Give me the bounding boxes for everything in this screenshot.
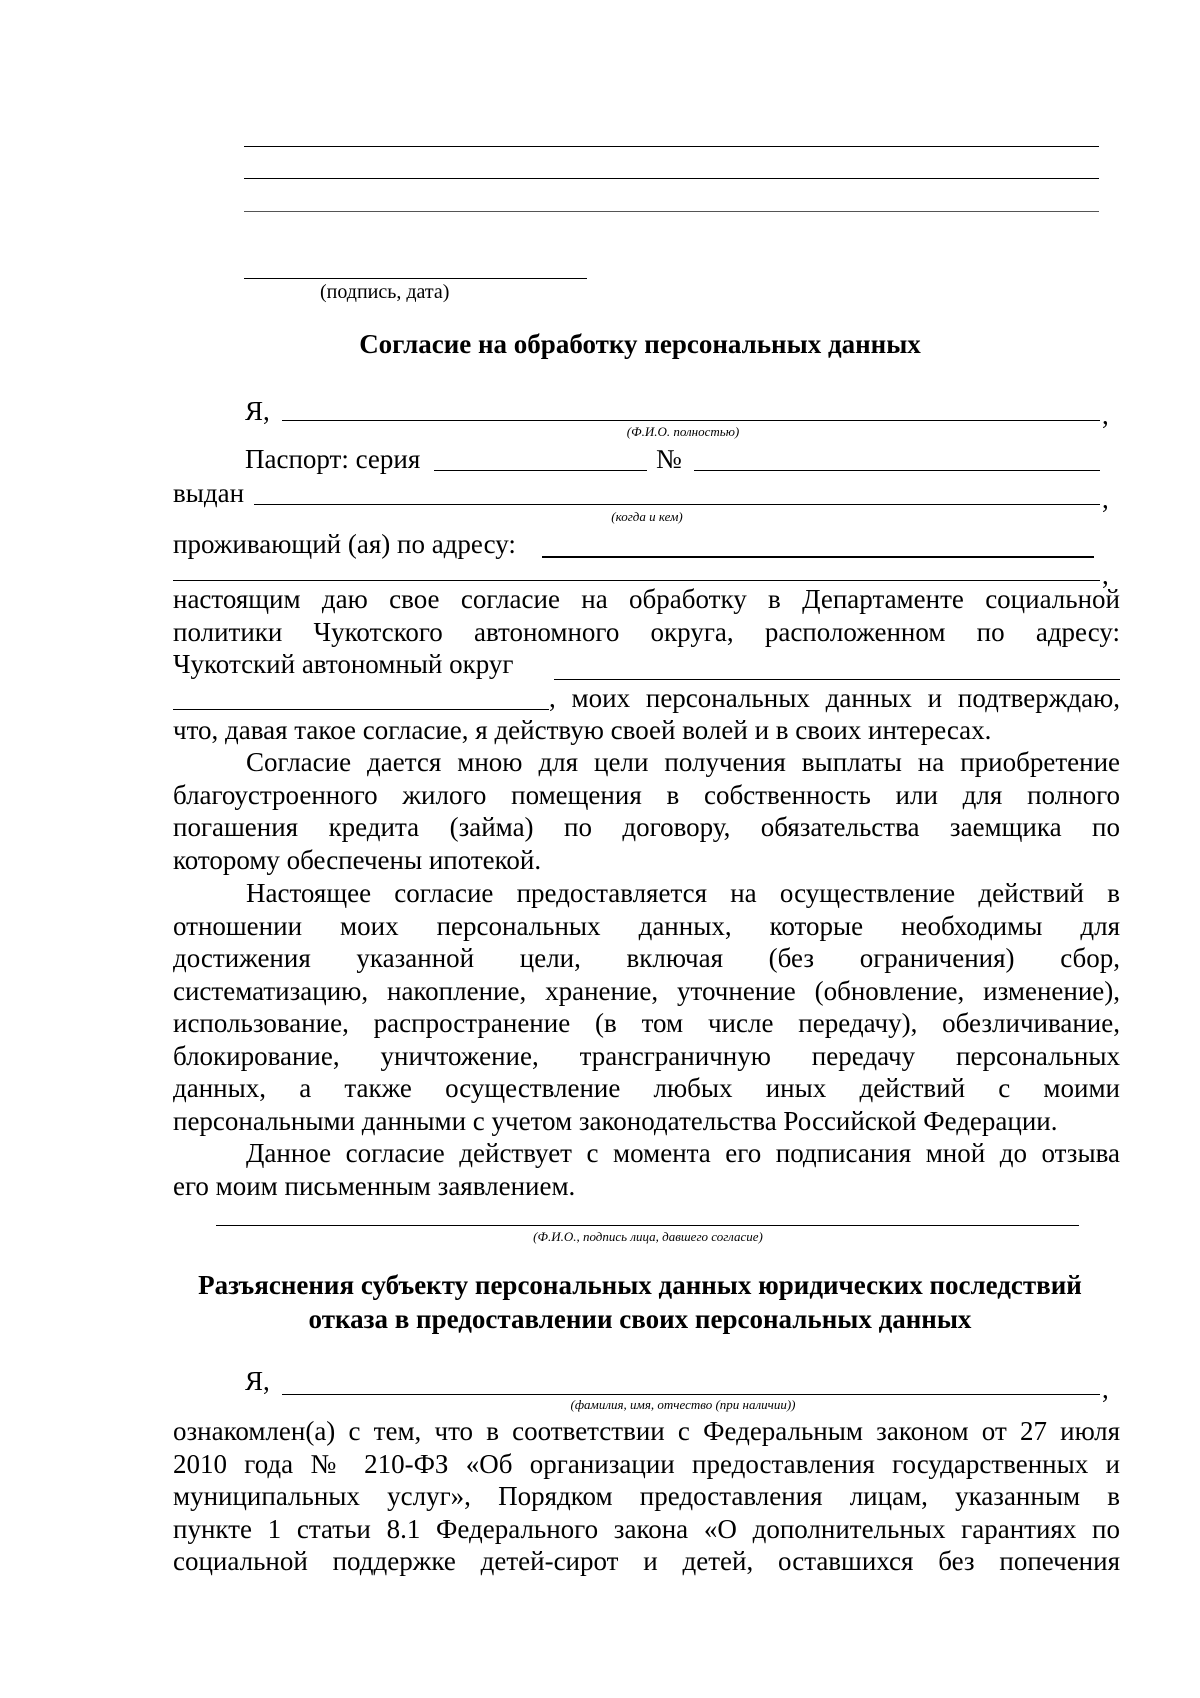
top-blank-line-1 xyxy=(244,146,1099,147)
p1-line-2: политики Чукотского автономного округа, расположенном по адресу: xyxy=(173,616,1120,647)
consent-paragraph-2 xyxy=(173,746,1120,876)
consent-ya-label: Я, xyxy=(245,396,270,426)
p3-line-3: достижения указанной цели, включая (без ограничения) сбор, xyxy=(173,943,1120,973)
p4-line-2: его моим письменным заявлением. xyxy=(173,1170,576,1201)
p1-line-1: настоящим даю свое согласие на обработку в Департаменте социальной xyxy=(173,584,1120,614)
explanation-fio-caption: (фамилия, имя, отчество (при наличии)) xyxy=(570,1397,796,1412)
signature-line xyxy=(244,278,587,279)
consent-signature-line xyxy=(216,1225,1079,1226)
p1-line-3: Чукотский автономный округ xyxy=(173,649,514,679)
p3-line-5: использование, распространение (в том числе передачу), обезличивание, xyxy=(173,1008,1120,1038)
p2-line-2: благоустроенного жилого помещения в собственность или для полного xyxy=(173,779,1120,810)
address-field-1[interactable] xyxy=(542,556,1094,558)
passport-number-label: № xyxy=(656,444,682,474)
p2-line-4: которому обеспечены ипотекой. xyxy=(173,844,542,875)
region-address-field-2[interactable] xyxy=(173,709,549,710)
consent-signature-caption: (Ф.И.О., подпись лица, давшего согласие) xyxy=(533,1229,763,1244)
consent-paragraph-3 xyxy=(173,877,1120,1137)
address-comma: , xyxy=(1102,560,1109,590)
address-field-2[interactable] xyxy=(173,580,1100,581)
p2-line-3: погашения кредита (займа) по договору, обязательства заемщика по xyxy=(173,812,1120,842)
issued-label: выдан xyxy=(173,478,245,508)
signature-caption: (подпись, дата) xyxy=(320,281,450,303)
consent-paragraph-4 xyxy=(173,1137,1120,1202)
ex-line-5: социальной поддержке детей-сирот и детей, оставшихся без попечения xyxy=(173,1546,1120,1576)
explanation-title-line-2: отказа в предоставлении своих персональных данных xyxy=(308,1304,972,1334)
consent-fio-field[interactable] xyxy=(282,420,1100,421)
explanation-ya-label: Я, xyxy=(245,1366,270,1396)
p3-line-2: отношении моих персональных данных, которые необходимы для xyxy=(173,910,1120,941)
consent-paragraph-1 xyxy=(173,583,1120,681)
p3-line-6: блокирование, уничтожение, трансграничную передачу персональных xyxy=(173,1040,1120,1071)
ex-line-3: муниципальных услуг», Порядком предоставления лицам, указанным в xyxy=(173,1481,1120,1511)
p1-end: что, давая такое согласие, я действую своей волей и в своих интересах. xyxy=(173,715,992,745)
issued-comma: , xyxy=(1102,484,1109,514)
explanation-fio-field[interactable] xyxy=(282,1394,1100,1395)
p3-line-7: данных, а также осуществление любых иных действий с моими xyxy=(173,1073,1120,1103)
explanation-paragraph xyxy=(173,1415,1120,1578)
p4-line-1: Данное согласие действует с момента его подписания мной до отзыва xyxy=(246,1138,1120,1168)
p2-line-1: Согласие дается мною для цели получения выплаты на приобретение xyxy=(246,747,1120,777)
top-blank-line-2 xyxy=(244,178,1099,179)
issued-caption: (когда и кем) xyxy=(611,509,683,524)
top-blank-line-3 xyxy=(244,211,1099,212)
ex-line-2: 2010 года № 210-ФЗ «Об организации предоставления государственных и xyxy=(173,1448,1120,1479)
ex-line-1: ознакомлен(а) с тем, что в соответствии с Федеральным законом от 27 июля xyxy=(173,1416,1120,1446)
ex-line-4: пункте 1 статьи 8.1 Федерального закона «О дополнительных гарантиях по xyxy=(173,1513,1120,1544)
passport-series-field[interactable] xyxy=(434,470,647,471)
passport-label: Паспорт: серия xyxy=(245,444,421,474)
p3-line-8: персональными данными с учетом законодательства Российской Федерации. xyxy=(173,1105,1058,1136)
consent-title: Согласие на обработку персональных данных xyxy=(359,329,921,359)
consent-fio-comma: , xyxy=(1102,400,1109,430)
explanation-title-line-1: Разъяснения субъекту персональных данных юридических последствий xyxy=(198,1270,1082,1300)
issued-field[interactable] xyxy=(254,504,1100,505)
p3-line-4: систематизацию, накопление, хранение, уточнение (обновление, изменение), xyxy=(173,975,1120,1006)
region-address-field-1[interactable] xyxy=(554,679,1120,680)
consent-fio-caption: (Ф.И.О. полностью) xyxy=(626,424,740,439)
p1-continuation: , моих персональных данных и подтверждаю, xyxy=(549,683,1120,713)
p3-line-1: Настоящее согласие предоставляется на осуществление действий в xyxy=(246,878,1120,908)
address-label: проживающий (ая) по адресу: xyxy=(173,529,516,559)
passport-number-field[interactable] xyxy=(694,470,1100,471)
explanation-fio-comma: , xyxy=(1102,1374,1109,1404)
